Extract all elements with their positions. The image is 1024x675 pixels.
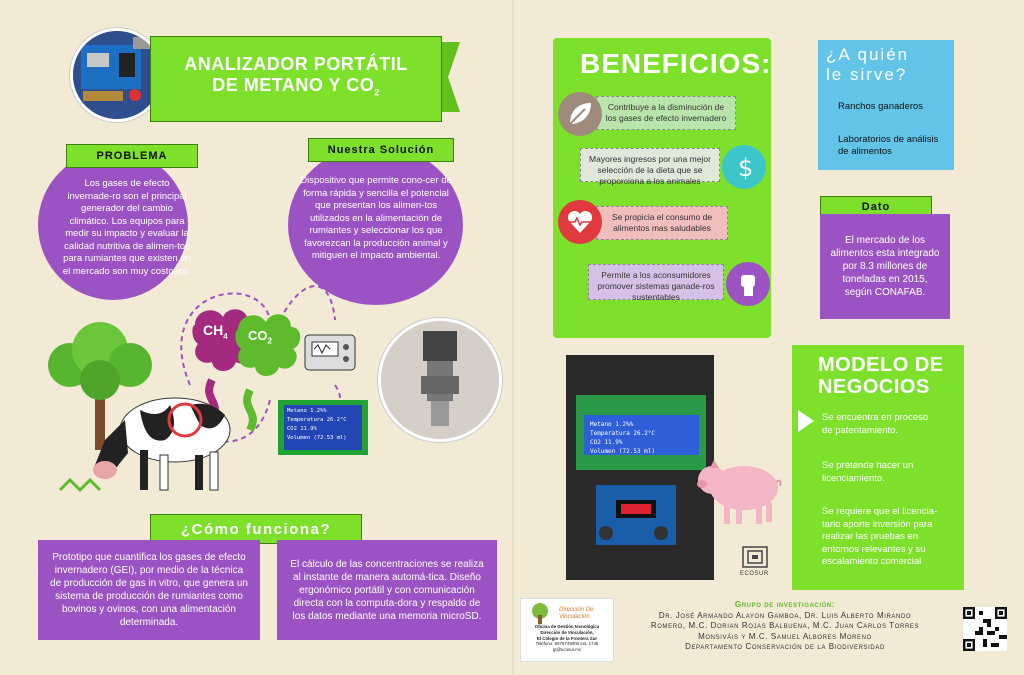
- modelo-title: MODELO DE NEGOCIOS: [818, 354, 944, 398]
- problema-label: PROBLEMA: [66, 144, 198, 168]
- heart-pulse-icon: [558, 200, 602, 244]
- modelo-item-3: Se requiere que el licencia-tario aporte inversión para realizar las pruebas en entornos relevantes y su escalamiento comercial: [822, 506, 938, 567]
- solucion-label: Nuestra Solución: [308, 138, 454, 162]
- como-funciona-label: ¿Cómo funciona?: [150, 514, 362, 544]
- ch4-label: $CH_4$: [203, 322, 228, 341]
- device-photo: [566, 355, 714, 580]
- grupo-investigacion: Grupo de investigación: Dr. José Armando Alayon Gamboa, Dr. Luis Alberto Mirando Romero, M.C. Dorian Rojas Balbuena, M.C. Juan Carlos Torres Monsiváis y M.C. Samuel Albores Moreno Departamento Conservación de la Biodiversidad: [616, 600, 954, 653]
- dato-box: El mercado de los alimentos esta integrado por 8.3 millones de toneladas en 2015, según CONAFAB.: [820, 214, 950, 319]
- svg-text:$: $: [738, 154, 754, 182]
- modelo-item-2: Se pretende hacer un licenciamiento.: [822, 460, 914, 484]
- vinculacion-tree-icon: [527, 602, 553, 624]
- ecosur-logo: [738, 545, 772, 573]
- modelo-item-1: Se encuentra en proceso de patentamiento.: [822, 412, 929, 436]
- vinculacion-box: [520, 598, 614, 662]
- beneficios-title: BENEFICIOS:: [580, 48, 772, 79]
- quien-title: ¿A quién le sirve?: [826, 45, 910, 84]
- benef-card-1: Contribuye a la disminución de los gases de efecto invernadero: [596, 96, 736, 130]
- quien-item-2: Laboratorios de análisis de alimentos: [838, 134, 939, 157]
- device-photo-lcd-text: Metano 1.2%% Temperatura 26.2°C CO2 11.9% Volumen (72.53 ml): [590, 421, 656, 455]
- vinculacion-info: Oficina de Gestión tecnológica Dirección de Vinculación, El Colegio de la Frontera Sur Teléfono: 9676749000 ext. 1745 gt@ecosur.mx: [534, 624, 600, 653]
- device-icon: [305, 335, 355, 370]
- sensor-photo: [378, 318, 502, 442]
- pig-icon: [696, 450, 786, 530]
- vinculacion-brand: Dirección De Vinculación: [559, 607, 594, 620]
- title-line-2: DE METANO Y $CO_2$: [212, 75, 380, 98]
- fist-icon: [726, 262, 770, 306]
- leaf-icon: [558, 92, 602, 136]
- benef-card-2: Mayores ingresos por una mejor selección de la dieta que se proporciona a los animales: [580, 148, 720, 182]
- solucion-text: Dispositivo que permite cono-cer de forma rápida y sencilla el potencial que presentan los alimen-tos utilizados en la alimentación de rumiantes y seleccionar los que favorezcan la producción animal y mitiguen el impacto ambiental.: [300, 175, 452, 261]
- money-icon: [722, 145, 766, 189]
- benef-card-3: Se propicia el consumo de alimentos mas saludables: [596, 206, 728, 240]
- quien-item-1: Ranchos ganaderos: [838, 101, 924, 112]
- co2-label: $CO_2$: [248, 328, 272, 346]
- co2-tail: [247, 390, 253, 430]
- page-fold: [512, 0, 514, 675]
- title-banner: [150, 36, 442, 122]
- grupo-heading: Grupo de investigación:: [734, 600, 836, 609]
- qr-code[interactable]: [963, 607, 1007, 651]
- lcd-text: Metano 1.2%% Temperatura 26.2°C CO2 11.9% Volumen (72.53 ml): [287, 408, 347, 441]
- cow-icon: [60, 398, 230, 490]
- ecosur-text: ECOSUR: [740, 571, 769, 577]
- title-line-1: ANALIZADOR PORTÁTIL: [184, 54, 408, 75]
- dato-label: Dato: [820, 196, 932, 218]
- benef-card-4: Permite a los aconsumidores promover sistemas ganade-ros sustentables: [588, 264, 724, 300]
- problema-text: Los gases de efecto invernade-ro son el principal generador del cambio climático. Los equipos para medir su impacto y evaluar la calidad nutritiva de alimen-tos para rumiantes que existen en el mercado son muy costosos.: [62, 178, 192, 277]
- como-right-box: El cálculo de las concentraciones se realiza al instante de manera automá-tica. Diseño ergonómico portátil y con comunicación directa con la computa-dora y respaldo de los datos mediante una memoria microSD.: [277, 540, 497, 640]
- como-left-box: Prototipo que cuantifica los gases de efecto invernadero (GEI), por medio de la técnica de producción de gas in vitro, que genera un sistema de producción de rumiantes como bovinos y ovinos, con una alimentación determinada.: [38, 540, 260, 640]
